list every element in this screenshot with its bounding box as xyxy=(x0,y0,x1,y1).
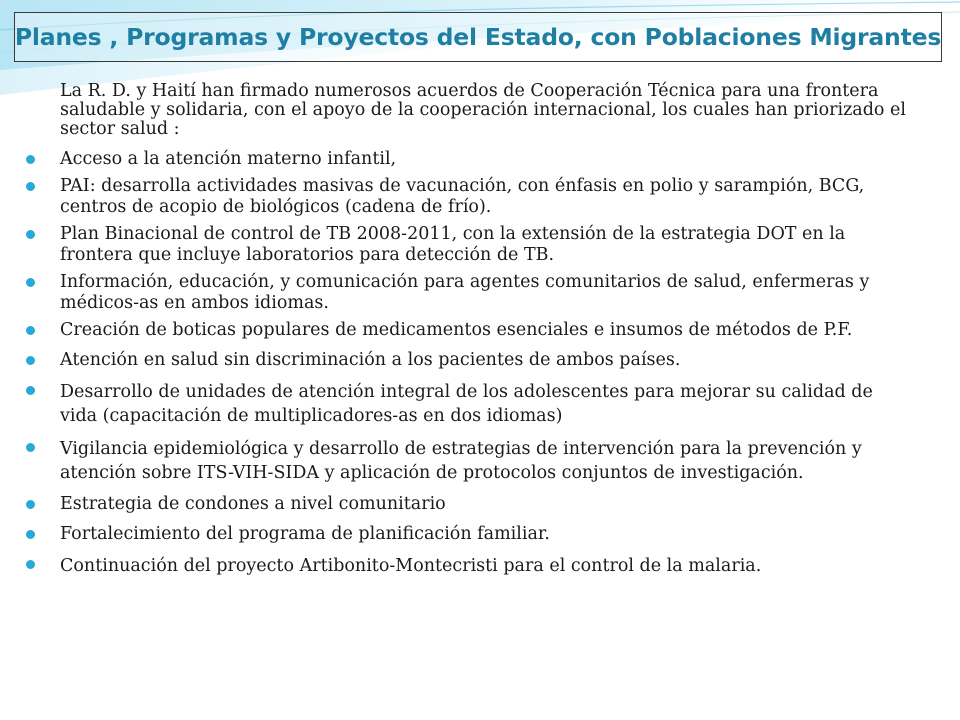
list-item-text: Fortalecimiento del programa de planificación familiar. xyxy=(60,524,550,544)
list-item xyxy=(22,554,912,578)
list-item-text: Plan Binacional de control de TB 2008-2011, con la extensión de la estrategia DOT en la frontera que incluye laboratorios para detección de TB. xyxy=(60,224,846,265)
list-item xyxy=(22,176,912,218)
title-box xyxy=(14,12,942,62)
bullet-dot-icon xyxy=(26,230,35,239)
list-item-text: PAI: desarrolla actividades masivas de vacunación, con énfasis en polio y sarampión, BCG, centros de acopio de biológicos (cadena de frío). xyxy=(60,176,865,217)
intro-paragraph: La R. D. y Haití han firmado numerosos acuerdos de Cooperación Técnica para una frontera saludable y solidaria, con el apoyo de la cooperación internacional, los cuales han priorizado el sector salud : xyxy=(60,81,906,139)
list-item-text: Vigilancia epidemiológica y desarrollo de estrategias de intervención para la prevención y atención sobre ITS-VIH-SIDA y aplicación de protocolos conjuntos de investigación. xyxy=(60,439,862,483)
bullet-dot-icon xyxy=(26,443,35,452)
list-item xyxy=(22,320,912,341)
list-item xyxy=(22,494,912,515)
bullet-dot-icon xyxy=(26,356,35,365)
bullet-dot-icon xyxy=(26,278,35,287)
list-item-text: Atención en salud sin discriminación a los pacientes de ambos países. xyxy=(60,350,681,370)
list-item-text: Acceso a la atención materno infantil, xyxy=(60,149,397,169)
list-item-text: Estrategia de condones a nivel comunitario xyxy=(60,494,446,514)
bullet-list xyxy=(22,149,912,578)
list-item xyxy=(22,380,912,428)
bullet-dot-icon xyxy=(26,326,35,335)
bullet-dot-icon xyxy=(26,386,35,395)
bullet-dot-icon xyxy=(26,530,35,539)
bullet-dot-icon xyxy=(26,182,35,191)
slide-title: Planes , Programas y Proyectos del Estado, con Poblaciones Migrantes xyxy=(14,23,942,51)
list-item-text: Creación de boticas populares de medicamentos esenciales e insumos de métodos de P.F. xyxy=(60,320,853,340)
list-item xyxy=(22,272,912,314)
list-item-text: Desarrollo de unidades de atención integral de los adolescentes para mejorar su calidad de vida (capacitación de multiplicadores-as en dos idiomas) xyxy=(60,382,873,426)
list-item xyxy=(22,149,912,170)
list-item xyxy=(22,524,912,545)
slide-body xyxy=(22,82,912,578)
list-item xyxy=(22,350,912,371)
list-item xyxy=(22,224,912,266)
bullet-dot-icon xyxy=(26,155,35,164)
bullet-dot-icon xyxy=(26,560,35,569)
bullet-dot-icon xyxy=(26,500,35,509)
list-item xyxy=(22,437,912,485)
list-item-text: Información, educación, y comunicación para agentes comunitarios de salud, enfermeras y médicos-as en ambos idiomas. xyxy=(60,272,870,313)
list-item-text: Continuación del proyecto Artibonito-Montecristi para el control de la malaria. xyxy=(60,556,762,576)
